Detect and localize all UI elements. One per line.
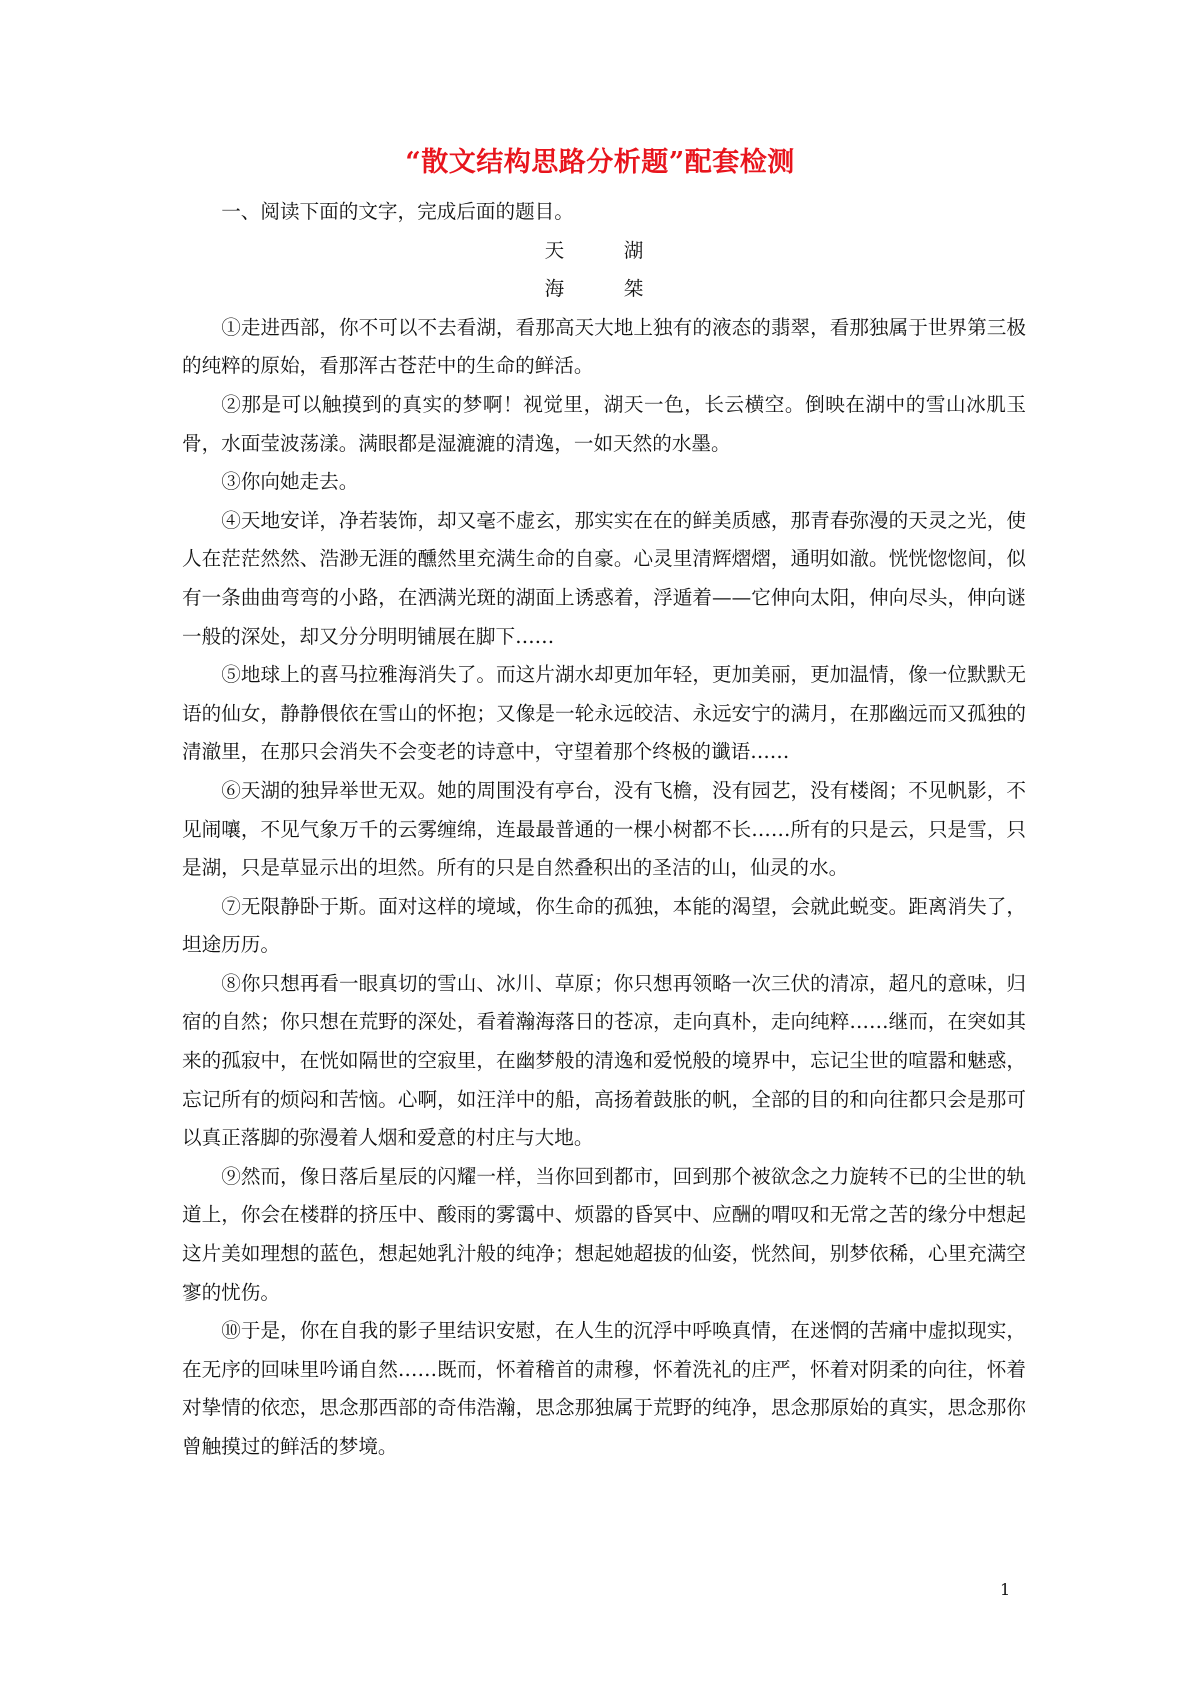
article-title-line: [182, 232, 1026, 271]
paragraph-3: ③你向她走去。: [221, 470, 359, 494]
document-body: [182, 193, 1026, 1467]
author-line: [182, 270, 1026, 309]
page-number: 1: [1000, 1580, 1011, 1599]
article-author: 海 桀: [544, 277, 664, 301]
paragraph-5: ⑤地球上的喜马拉雅海消失了。而这片湖水却更加年轻，更加美丽，更加温情，像一位默默无语的仙女，静静偎依在雪山的怀抱；又像是一轮永远皎洁、永远安宁的满月，在那幽远而又孤独的清澈里，在那只会消失不会变老的诗意中，守望着那个终极的谶语……: [182, 663, 1026, 764]
paragraph-10: ⑩于是，你在自我的影子里结识安慰，在人生的沉浮中呼唤真情，在迷惘的苦痛中虚拟现实，在无序的回味里吟诵自然……既而，怀着稽首的肃穆，怀着洗礼的庄严，怀着对阴柔的向往，怀着对挚情的依恋，思念那西部的奇伟浩瀚，思念那独属于荒野的纯净，思念那原始的真实，思念那你曾触摸过的鲜活的梦境。: [182, 1319, 1026, 1458]
paragraph-4: ④天地安详，净若装饰，却又毫不虚玄，那实实在在的鲜美质感，那青春弥漫的天灵之光，使人在茫茫然然、浩渺无涯的醺然里充满生命的自豪。心灵里清辉熠熠，通明如澈。恍恍惚惚间，似有一条曲曲弯弯的小路，在洒满光斑的湖面上诱惑着，浮遁着——它伸向太阳，伸向尽头，伸向谜一般的深处，却又分分明明铺展在脚下……: [182, 508, 1026, 648]
paragraph-2: ②那是可以触摸到的真实的梦啊！视觉里，湖天一色，长云横空。倒映在湖中的雪山冰肌玉骨，水面莹波荡漾。满眼都是湿漉漉的清逸，一如天然的水墨。: [182, 392, 1026, 455]
paragraph-9: ⑨然而，像日落后星辰的闪耀一样，当你回到都市，回到那个被欲念之力旋转不已的尘世的轨道上，你会在楼群的挤压中、酸雨的雾霭中、烦嚣的昏冥中、应酬的喟叹和无常之苦的缘分中想起这片美如理想的蓝色，想起她乳汁般的纯净；想起她超拔的仙姿，恍然间，别梦依稀，心里充满空寥的忧伤。: [182, 1164, 1026, 1304]
paragraph-8: ⑧你只想再看一眼真切的雪山、冰川、草原；你只想再领略一次三伏的清凉，超凡的意味，归宿的自然；你只想在荒野的深处，看着瀚海落日的苍凉，走向真朴，走向纯粹……继而，在突如其来的孤寂中，在恍如隔世的空寂里，在幽梦般的清逸和爱悦般的境界中，忘记尘世的喧嚣和魅惑，忘记所有的烦闷和苦恼。心啊，如汪洋中的船，高扬着鼓胀的帆，全部的目的和向往都只会是那可以真正落脚的弥漫着人烟和爱意的村庄与大地。: [182, 971, 1026, 1150]
document-title: “散文结构思路分析题”配套检测: [405, 147, 795, 178]
paragraph-1: ①走进西部，你不可以不去看湖，看那高天大地上独有的液态的翡翠，看那独属于世界第三极的纯粹的原始，看那浑古苍茫中的生命的鲜活。: [182, 315, 1026, 378]
paragraph-7: ⑦无限静卧于斯。面对这样的境域，你生命的孤独，本能的渴望，会就此蜕变。距离消失了，坦途历历。: [182, 894, 1026, 957]
article-title: 天 湖: [544, 238, 664, 262]
paragraph-6: ⑥天湖的独异举世无双。她的周围没有亭台，没有飞檐，没有园艺，没有楼阁；不见帆影，不见闹嚷，不见气象万千的云雾缠绵，连最最普通的一棵小树都不长……所有的只是云，只是雪，只是湖，只是草显示出的坦然。所有的只是自然叠积出的圣洁的山，仙灵的水。: [182, 778, 1026, 880]
instruction-text: 一、阅读下面的文字，完成后面的题目。: [221, 200, 574, 223]
